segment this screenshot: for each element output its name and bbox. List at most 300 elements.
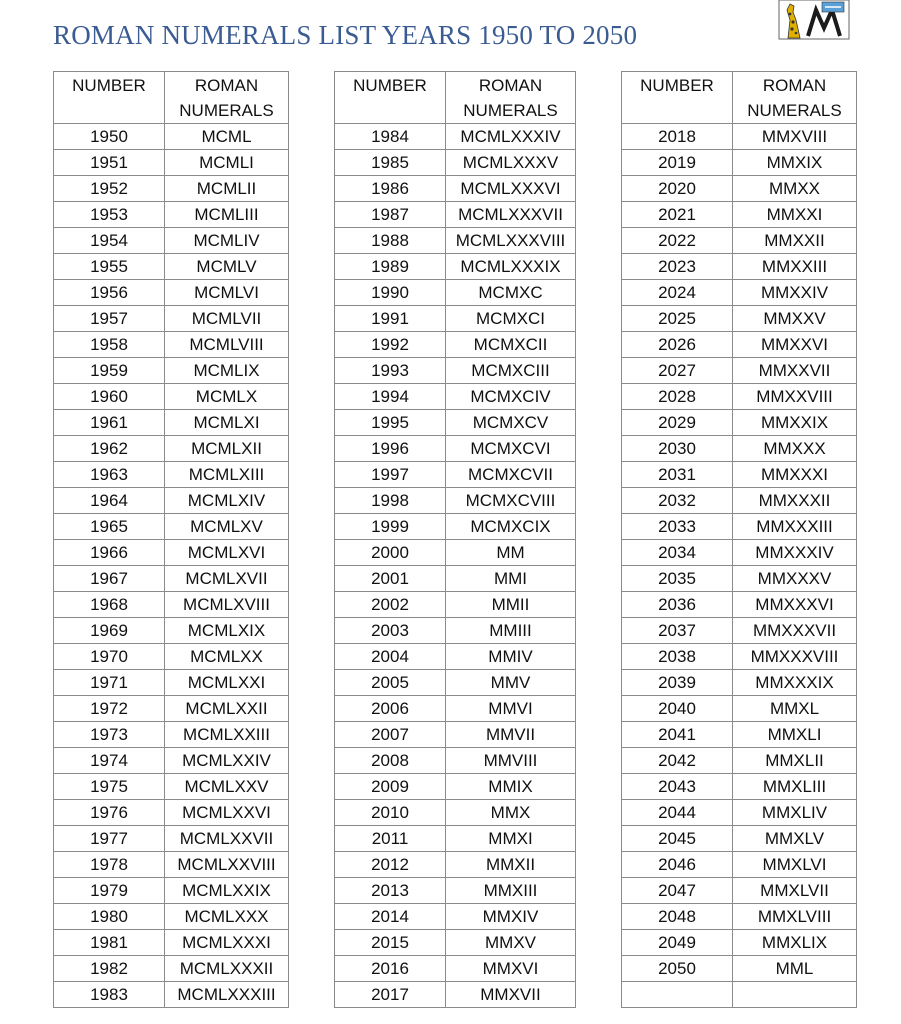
year-cell: 1963 xyxy=(54,462,165,488)
year-cell: 1983 xyxy=(54,982,165,1008)
table-row xyxy=(54,878,289,904)
year-cell: 2006 xyxy=(335,696,446,722)
roman-numeral-cell: MCMLV xyxy=(165,254,289,280)
year-cell: 1950 xyxy=(54,124,165,150)
number-header: NUMBER xyxy=(54,72,165,124)
table-row xyxy=(54,384,289,410)
year-cell: 2008 xyxy=(335,748,446,774)
roman-numeral-cell: MCMXCII xyxy=(446,332,576,358)
table-row xyxy=(54,956,289,982)
year-cell: 1982 xyxy=(54,956,165,982)
roman-numeral-cell: MCMXCIV xyxy=(446,384,576,410)
table-row xyxy=(622,332,857,358)
year-cell: 1975 xyxy=(54,774,165,800)
number-header: NUMBER xyxy=(622,72,733,124)
year-cell: 1988 xyxy=(335,228,446,254)
table-row xyxy=(335,826,576,852)
table-row xyxy=(335,514,576,540)
roman-numeral-cell: MMXXXI xyxy=(733,462,857,488)
table-row xyxy=(54,748,289,774)
roman-numeral-cell: MCMLXX xyxy=(165,644,289,670)
table-row xyxy=(335,410,576,436)
table-row xyxy=(335,462,576,488)
giraffe-math-logo-icon xyxy=(778,0,850,40)
roman-numeral-cell: MCMLXXVII xyxy=(165,826,289,852)
table-row xyxy=(622,228,857,254)
table-row xyxy=(335,150,576,176)
roman-numeral-cell: MMXXVIII xyxy=(733,384,857,410)
year-cell: 2031 xyxy=(622,462,733,488)
year-cell: 2010 xyxy=(335,800,446,826)
roman-numeral-cell: MCMLX xyxy=(165,384,289,410)
table-row xyxy=(335,358,576,384)
roman-numeral-cell: MCMLXXII xyxy=(165,696,289,722)
roman-numeral-cell: MMXLIV xyxy=(733,800,857,826)
table-row xyxy=(54,904,289,930)
year-cell: 2036 xyxy=(622,592,733,618)
roman-numeral-cell: MCMLVII xyxy=(165,306,289,332)
table-row xyxy=(622,462,857,488)
year-cell: 1969 xyxy=(54,618,165,644)
table-row xyxy=(54,280,289,306)
table-row xyxy=(54,306,289,332)
year-cell: 1994 xyxy=(335,384,446,410)
number-header: NUMBER xyxy=(335,72,446,124)
roman-numeral-cell: MMXIX xyxy=(733,150,857,176)
table-row xyxy=(622,540,857,566)
roman-numeral-cell: MCMXCI xyxy=(446,306,576,332)
roman-numeral-cell: MMXXIV xyxy=(733,280,857,306)
year-cell: 1968 xyxy=(54,592,165,618)
year-cell: 1962 xyxy=(54,436,165,462)
table-row xyxy=(335,800,576,826)
table-row xyxy=(54,852,289,878)
roman-numeral-cell: MMXVII xyxy=(446,982,576,1008)
year-cell: 1952 xyxy=(54,176,165,202)
roman-numeral-cell: MMXXXIX xyxy=(733,670,857,696)
table-row xyxy=(622,878,857,904)
table-row xyxy=(335,878,576,904)
roman-numeral-cell: MMXLIII xyxy=(733,774,857,800)
roman-numeral-cell: MCMLXVIII xyxy=(165,592,289,618)
year-cell: 2018 xyxy=(622,124,733,150)
table-row xyxy=(335,436,576,462)
table-row xyxy=(622,358,857,384)
roman-numeral-cell: MCMLXXXV xyxy=(446,150,576,176)
year-cell: 2035 xyxy=(622,566,733,592)
year-cell: 1970 xyxy=(54,644,165,670)
table-row xyxy=(622,202,857,228)
roman-numeral-cell: MCMLXIX xyxy=(165,618,289,644)
year-cell: 2023 xyxy=(622,254,733,280)
year-cell: 1979 xyxy=(54,878,165,904)
table-row xyxy=(335,332,576,358)
year-cell: 1978 xyxy=(54,852,165,878)
roman-numeral-cell: MCMLXXXIV xyxy=(446,124,576,150)
year-cell: 1973 xyxy=(54,722,165,748)
roman-numeral-cell: MMXXII xyxy=(733,228,857,254)
year-cell: 1976 xyxy=(54,800,165,826)
table-row xyxy=(335,618,576,644)
year-cell: 2029 xyxy=(622,410,733,436)
roman-numeral-cell: MMXXV xyxy=(733,306,857,332)
roman-numeral-cell: MMXLI xyxy=(733,722,857,748)
roman-numeral-cell: MMIV xyxy=(446,644,576,670)
roman-numeral-cell: MCMXCVII xyxy=(446,462,576,488)
year-cell: 2037 xyxy=(622,618,733,644)
roman-numeral-cell: MCMLXXV xyxy=(165,774,289,800)
roman-numeral-cell: MM xyxy=(446,540,576,566)
year-cell: 1980 xyxy=(54,904,165,930)
roman-numeral-cell: MMXII xyxy=(446,852,576,878)
roman-numeral-cell: MMXXIII xyxy=(733,254,857,280)
roman-numeral-cell: MMI xyxy=(446,566,576,592)
table-row xyxy=(622,150,857,176)
roman-numeral-cell: MMXXXVIII xyxy=(733,644,857,670)
table-row xyxy=(54,800,289,826)
roman-numeral-cell: MCMLVI xyxy=(165,280,289,306)
table-row xyxy=(54,592,289,618)
table-row xyxy=(335,904,576,930)
table-row xyxy=(54,150,289,176)
roman-numeral-cell: MMX xyxy=(446,800,576,826)
roman-numeral-cell: MCMLXV xyxy=(165,514,289,540)
table-row xyxy=(622,644,857,670)
table-row xyxy=(622,176,857,202)
table-row xyxy=(54,436,289,462)
table-row xyxy=(54,124,289,150)
year-cell: 2024 xyxy=(622,280,733,306)
roman-numeral-cell: MCMLXXXIII xyxy=(165,982,289,1008)
year-cell: 2016 xyxy=(335,956,446,982)
table-row xyxy=(622,384,857,410)
year-cell: 1957 xyxy=(54,306,165,332)
roman-numeral-cell: MCMLXVII xyxy=(165,566,289,592)
year-cell: 2045 xyxy=(622,826,733,852)
roman-numeral-cell: MCMLXI xyxy=(165,410,289,436)
year-cell: 1964 xyxy=(54,488,165,514)
roman-numeral-cell: MCMLXIII xyxy=(165,462,289,488)
year-cell: 2027 xyxy=(622,358,733,384)
roman-numeral-cell: MCMLXXXII xyxy=(165,956,289,982)
table-row xyxy=(54,176,289,202)
roman-numeral-cell: MMXXXVI xyxy=(733,592,857,618)
roman-numeral-cell: MCMLXXXVII xyxy=(446,202,576,228)
table-row xyxy=(622,488,857,514)
year-cell: 1965 xyxy=(54,514,165,540)
year-cell: 2003 xyxy=(335,618,446,644)
table-row xyxy=(622,566,857,592)
roman-numeral-cell: MMXLV xyxy=(733,826,857,852)
table-row xyxy=(622,280,857,306)
year-cell: 2040 xyxy=(622,696,733,722)
year-cell: 1996 xyxy=(335,436,446,462)
table-row xyxy=(335,488,576,514)
year-cell xyxy=(622,982,733,1008)
table-row xyxy=(54,462,289,488)
table-row xyxy=(54,826,289,852)
table-row xyxy=(54,540,289,566)
table-row xyxy=(622,722,857,748)
roman-numeral-cell: MCMXCIX xyxy=(446,514,576,540)
table-row xyxy=(54,410,289,436)
year-cell: 2001 xyxy=(335,566,446,592)
year-cell: 2004 xyxy=(335,644,446,670)
year-cell: 1954 xyxy=(54,228,165,254)
year-cell: 2014 xyxy=(335,904,446,930)
table-row xyxy=(622,904,857,930)
table-row xyxy=(335,176,576,202)
year-cell: 1959 xyxy=(54,358,165,384)
year-cell: 1960 xyxy=(54,384,165,410)
roman-numeral-cell: MMXXVII xyxy=(733,358,857,384)
roman-numeral-cell: MCMLXXXIX xyxy=(446,254,576,280)
table-row xyxy=(54,332,289,358)
roman-numeral-cell: MCMLXXXVI xyxy=(446,176,576,202)
year-cell: 2049 xyxy=(622,930,733,956)
table-row xyxy=(335,852,576,878)
year-cell: 1974 xyxy=(54,748,165,774)
roman-numeral-cell: MCMLIV xyxy=(165,228,289,254)
roman-numeral-cell xyxy=(733,982,857,1008)
year-cell: 2011 xyxy=(335,826,446,852)
roman-numeral-cell: MMVI xyxy=(446,696,576,722)
year-cell: 1961 xyxy=(54,410,165,436)
table-row xyxy=(335,696,576,722)
year-cell: 2009 xyxy=(335,774,446,800)
year-cell: 2020 xyxy=(622,176,733,202)
roman-numeral-cell: MMXX xyxy=(733,176,857,202)
year-cell: 1998 xyxy=(335,488,446,514)
year-cell: 1999 xyxy=(335,514,446,540)
roman-numeral-cell: MCMLXXI xyxy=(165,670,289,696)
roman-table-1 xyxy=(53,71,289,1008)
roman-numeral-cell: MCML xyxy=(165,124,289,150)
year-cell: 2017 xyxy=(335,982,446,1008)
year-cell: 1972 xyxy=(54,696,165,722)
roman-numeral-cell: MCMLIII xyxy=(165,202,289,228)
roman-numeral-cell: MCMLXVI xyxy=(165,540,289,566)
roman-numeral-cell: MCMXCV xyxy=(446,410,576,436)
table-row xyxy=(622,930,857,956)
table-header-row xyxy=(54,72,289,124)
roman-numeral-cell: MCMXC xyxy=(446,280,576,306)
roman-numeral-cell: MMXIV xyxy=(446,904,576,930)
roman-numeral-cell: MCMLVIII xyxy=(165,332,289,358)
roman-numeral-cell: MCMLXXX xyxy=(165,904,289,930)
table-row xyxy=(54,618,289,644)
year-cell: 1989 xyxy=(335,254,446,280)
roman-numeral-cell: MMXLVII xyxy=(733,878,857,904)
roman-numerals-header: ROMAN NUMERALS xyxy=(733,72,857,124)
year-cell: 1981 xyxy=(54,930,165,956)
table-row xyxy=(54,722,289,748)
roman-numeral-cell: MMXXVI xyxy=(733,332,857,358)
year-cell: 1958 xyxy=(54,332,165,358)
table-row xyxy=(335,540,576,566)
year-cell: 1971 xyxy=(54,670,165,696)
roman-numeral-cell: MMXVIII xyxy=(733,124,857,150)
page-title: ROMAN NUMERALS LIST YEARS 1950 TO 2050 xyxy=(53,20,638,50)
roman-numeral-cell: MMXLVIII xyxy=(733,904,857,930)
year-cell: 1956 xyxy=(54,280,165,306)
roman-numeral-cell: MMXXXV xyxy=(733,566,857,592)
year-cell: 1992 xyxy=(335,332,446,358)
year-cell: 2048 xyxy=(622,904,733,930)
table-row xyxy=(622,826,857,852)
roman-numeral-cell: MCMLXXVI xyxy=(165,800,289,826)
roman-numeral-cell: MMXXXIII xyxy=(733,514,857,540)
table-row xyxy=(54,566,289,592)
roman-numeral-cell: MMVII xyxy=(446,722,576,748)
table-row xyxy=(54,254,289,280)
year-cell: 2000 xyxy=(335,540,446,566)
roman-numeral-cell: MMXLII xyxy=(733,748,857,774)
year-cell: 2044 xyxy=(622,800,733,826)
year-cell: 2033 xyxy=(622,514,733,540)
table-row xyxy=(622,410,857,436)
roman-numeral-cell: MCMXCVIII xyxy=(446,488,576,514)
table-row xyxy=(335,306,576,332)
roman-numeral-cell: MMVIII xyxy=(446,748,576,774)
roman-numeral-cell: MCMLI xyxy=(165,150,289,176)
table-row xyxy=(54,228,289,254)
roman-numeral-cell: MCMLII xyxy=(165,176,289,202)
roman-numeral-cell: MMXIII xyxy=(446,878,576,904)
table-row xyxy=(335,228,576,254)
roman-numerals-header: ROMAN NUMERALS xyxy=(165,72,289,124)
roman-numeral-cell: MCMLXXIII xyxy=(165,722,289,748)
year-cell: 2021 xyxy=(622,202,733,228)
table-row xyxy=(54,488,289,514)
roman-numeral-cell: MMXI xyxy=(446,826,576,852)
table-row xyxy=(622,254,857,280)
table-row xyxy=(622,306,857,332)
roman-numerals-header: ROMAN NUMERALS xyxy=(446,72,576,124)
roman-numeral-cell: MMII xyxy=(446,592,576,618)
roman-numeral-cell: MCMXCIII xyxy=(446,358,576,384)
roman-numeral-cell: MMXV xyxy=(446,930,576,956)
roman-numeral-cell: MCMLXXIX xyxy=(165,878,289,904)
table-row xyxy=(335,644,576,670)
year-cell: 2022 xyxy=(622,228,733,254)
year-cell: 1967 xyxy=(54,566,165,592)
table-row xyxy=(54,670,289,696)
year-cell: 2038 xyxy=(622,644,733,670)
table-row xyxy=(335,254,576,280)
roman-numeral-cell: MMV xyxy=(446,670,576,696)
table-row xyxy=(54,358,289,384)
year-cell: 2007 xyxy=(335,722,446,748)
roman-numeral-cell: MMXL xyxy=(733,696,857,722)
table-row xyxy=(622,696,857,722)
table-row xyxy=(54,696,289,722)
year-cell: 1951 xyxy=(54,150,165,176)
year-cell: 2043 xyxy=(622,774,733,800)
table-row xyxy=(622,670,857,696)
table-row xyxy=(335,982,576,1008)
table-row xyxy=(54,514,289,540)
table-row xyxy=(335,748,576,774)
roman-numeral-cell: MMXLIX xyxy=(733,930,857,956)
year-cell: 2015 xyxy=(335,930,446,956)
year-cell: 2046 xyxy=(622,852,733,878)
table-row xyxy=(335,670,576,696)
table-row xyxy=(335,124,576,150)
roman-numeral-cell: MMIX xyxy=(446,774,576,800)
table-row xyxy=(622,774,857,800)
year-cell: 2032 xyxy=(622,488,733,514)
year-cell: 2030 xyxy=(622,436,733,462)
year-cell: 1995 xyxy=(335,410,446,436)
roman-numeral-cell: MCMLXII xyxy=(165,436,289,462)
year-cell: 1987 xyxy=(335,202,446,228)
table-row xyxy=(54,644,289,670)
year-cell: 2039 xyxy=(622,670,733,696)
roman-numeral-cell: MMXXI xyxy=(733,202,857,228)
table-row xyxy=(622,852,857,878)
table-row xyxy=(335,566,576,592)
roman-numeral-cell: MMXXXII xyxy=(733,488,857,514)
roman-numeral-cell: MCMLXXVIII xyxy=(165,852,289,878)
roman-numeral-cell: MCMXCVI xyxy=(446,436,576,462)
table-row xyxy=(622,514,857,540)
year-cell: 1990 xyxy=(335,280,446,306)
table-row xyxy=(622,124,857,150)
table-row xyxy=(54,930,289,956)
year-cell: 2005 xyxy=(335,670,446,696)
roman-numeral-cell: MMXLVI xyxy=(733,852,857,878)
roman-numeral-cell: MMXXXVII xyxy=(733,618,857,644)
roman-numeral-cell: MCMLXXXVIII xyxy=(446,228,576,254)
table-row xyxy=(335,280,576,306)
roman-numeral-cell: MCMLIX xyxy=(165,358,289,384)
year-cell: 1991 xyxy=(335,306,446,332)
roman-numeral-cell: MMXXIX xyxy=(733,410,857,436)
year-cell: 2041 xyxy=(622,722,733,748)
year-cell: 1993 xyxy=(335,358,446,384)
table-row xyxy=(622,592,857,618)
year-cell: 2025 xyxy=(622,306,733,332)
table-row xyxy=(335,956,576,982)
table-row xyxy=(335,384,576,410)
roman-table-3 xyxy=(621,71,857,1008)
table-row xyxy=(622,956,857,982)
roman-numeral-cell: MMXXXIV xyxy=(733,540,857,566)
table-row xyxy=(54,774,289,800)
year-cell: 2019 xyxy=(622,150,733,176)
year-cell: 2042 xyxy=(622,748,733,774)
table-row xyxy=(335,930,576,956)
year-cell: 2034 xyxy=(622,540,733,566)
table-row xyxy=(622,800,857,826)
year-cell: 2012 xyxy=(335,852,446,878)
table-row xyxy=(622,436,857,462)
year-cell: 2013 xyxy=(335,878,446,904)
year-cell: 2047 xyxy=(622,878,733,904)
table-row xyxy=(622,618,857,644)
table-header-row xyxy=(335,72,576,124)
roman-numeral-cell: MMIII xyxy=(446,618,576,644)
table-header-row xyxy=(622,72,857,124)
year-cell: 1953 xyxy=(54,202,165,228)
year-cell: 2050 xyxy=(622,956,733,982)
roman-numeral-cell: MCMLXXXI xyxy=(165,930,289,956)
year-cell: 1985 xyxy=(335,150,446,176)
table-row xyxy=(335,722,576,748)
year-cell: 1986 xyxy=(335,176,446,202)
table-row xyxy=(335,774,576,800)
